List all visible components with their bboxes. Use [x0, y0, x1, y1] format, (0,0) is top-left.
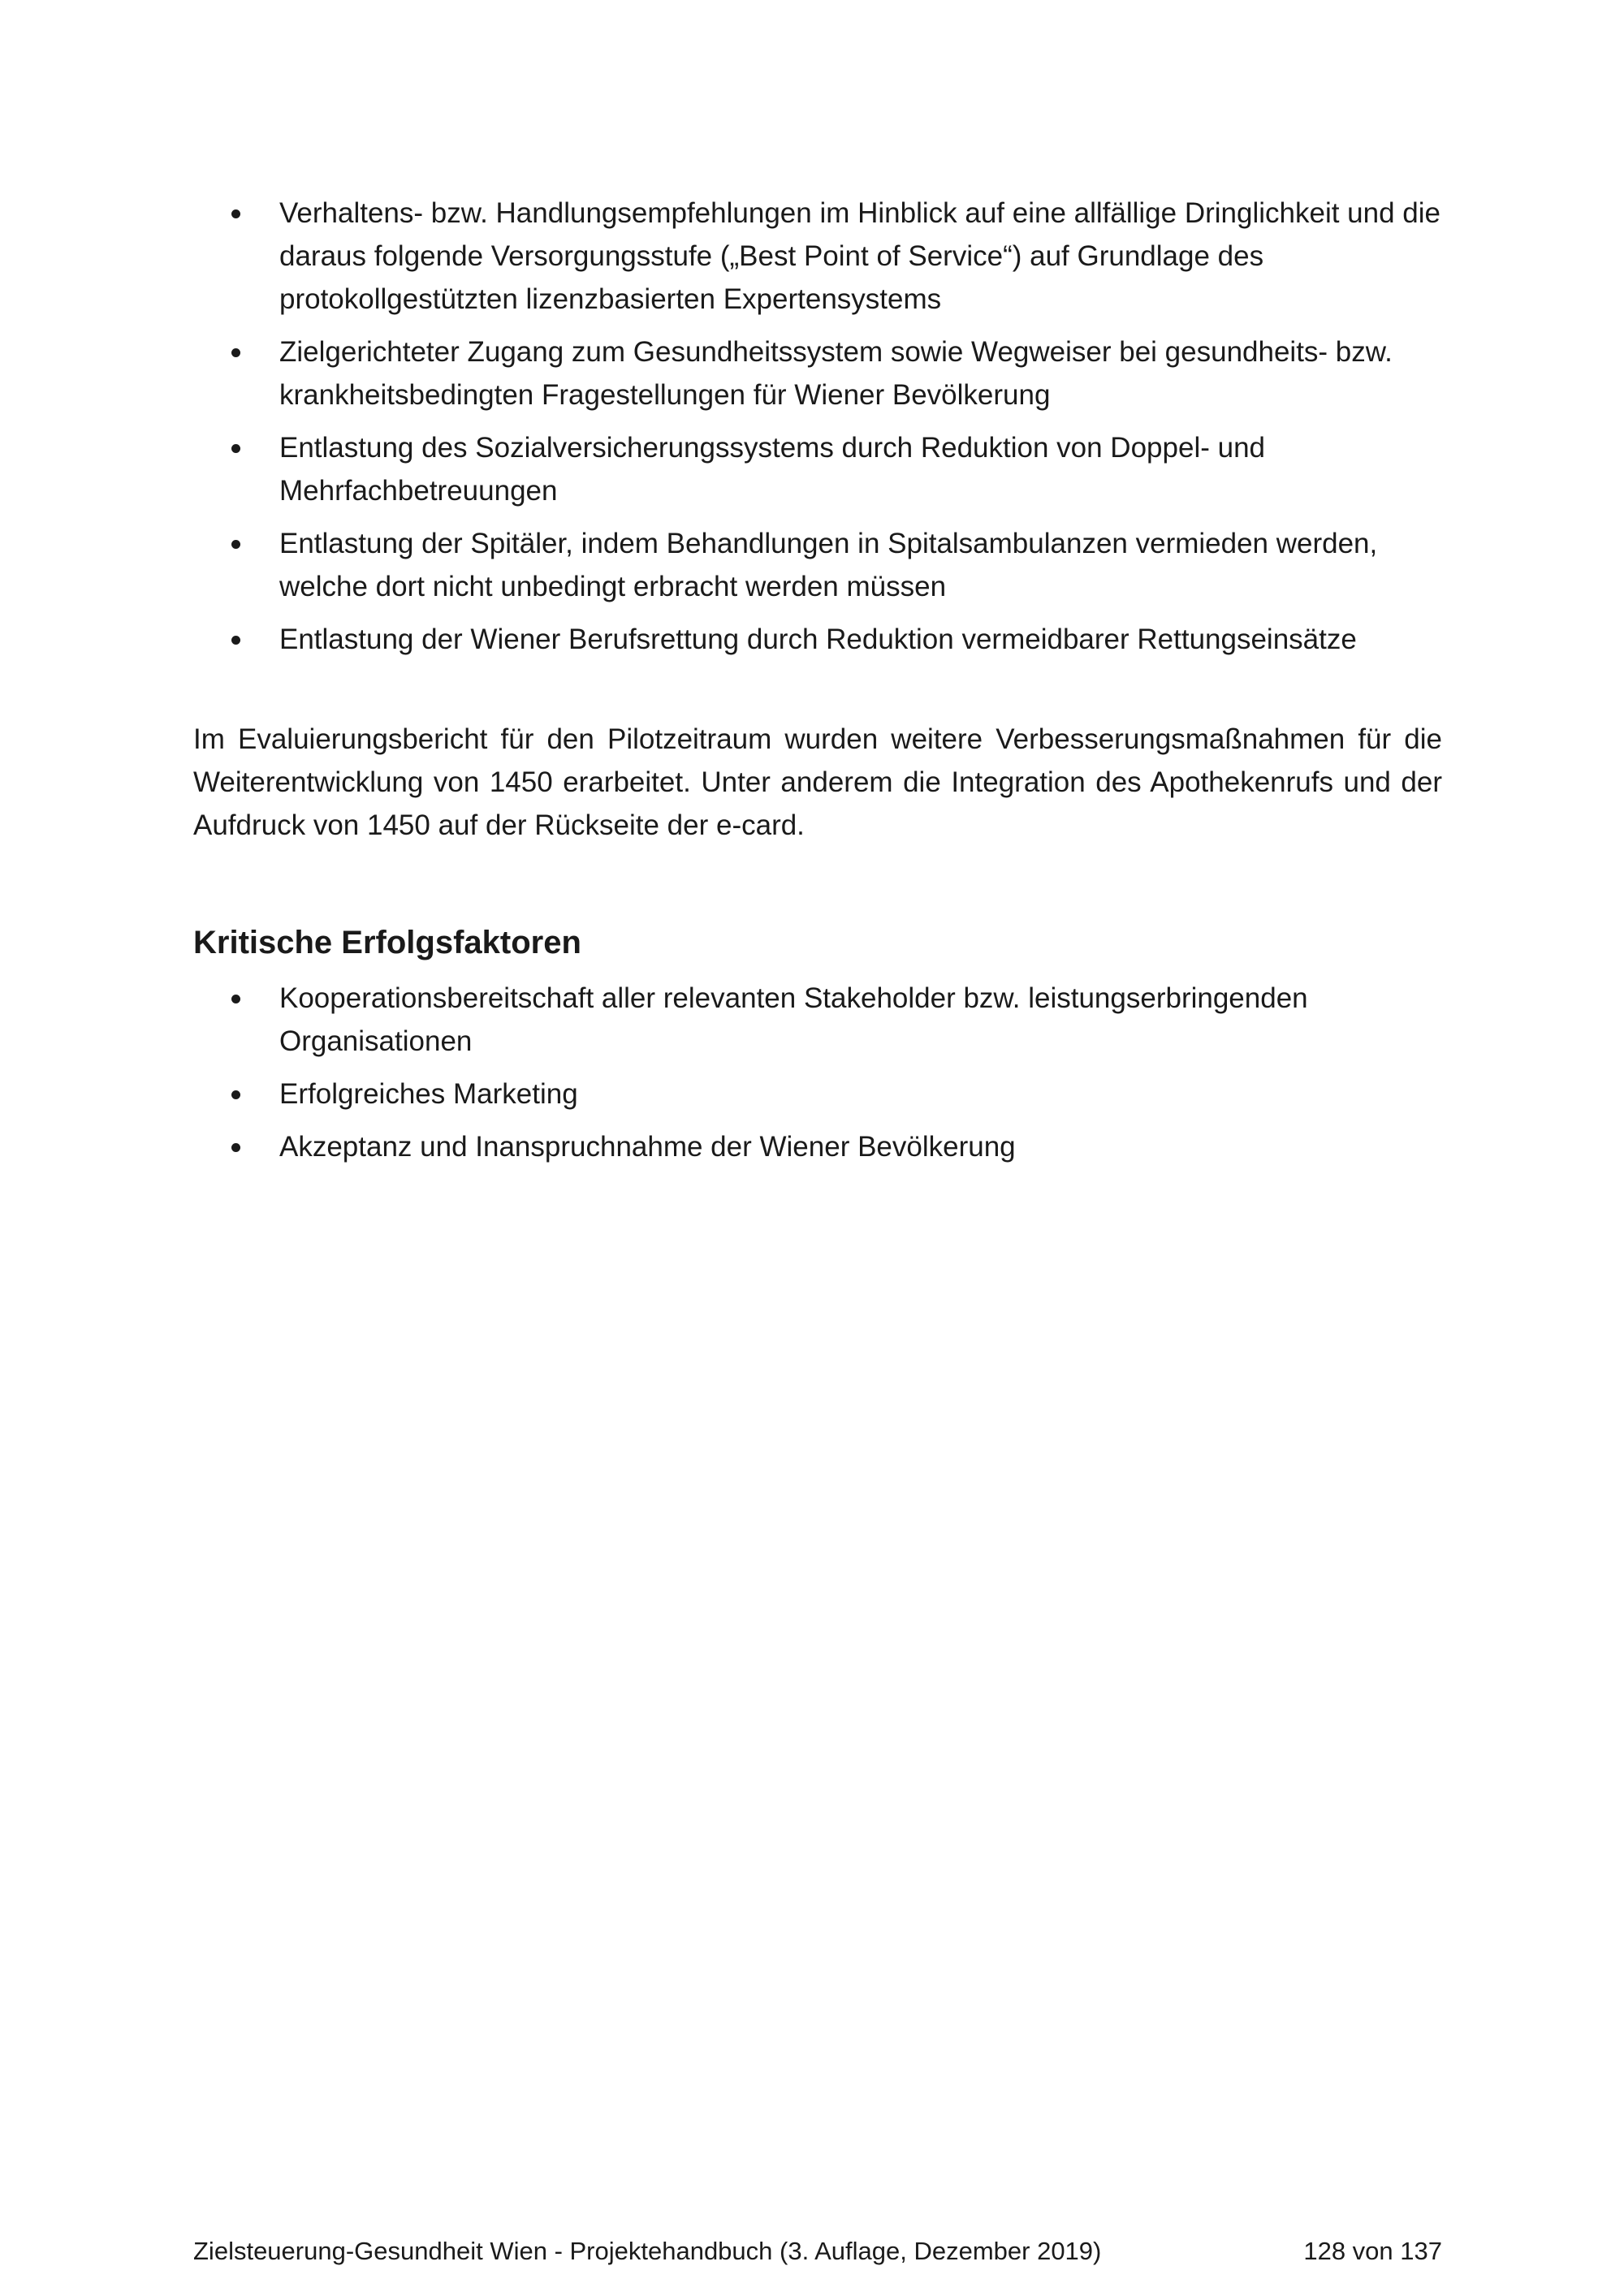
- list-item: [193, 977, 1442, 1063]
- recommendations-list: [193, 192, 1442, 661]
- evaluation-paragraph: Im Evaluierungsbericht für den Pilotzeitraum wurden weitere Verbesserungsmaßnahmen für die Weiterentwicklung von 1450 erarbeitet. Unter anderem die Integration des Apothekenrufs und der Aufdruck von 1450 auf der Rückseite der e-card.: [193, 723, 1442, 841]
- page-footer: [193, 2235, 1442, 2268]
- list-item: [193, 426, 1442, 512]
- list-item: [193, 192, 1442, 321]
- list-item: [193, 330, 1442, 416]
- list-item-text: Kooperationsbereitschaft aller relevanten Stakeholder bzw. leistungserbringenden Organisationen: [279, 982, 1308, 1057]
- bullet-icon: [231, 636, 240, 645]
- list-item: [193, 1072, 1442, 1116]
- bullet-icon: [231, 209, 240, 218]
- footer-title: Zielsteuerung-Gesundheit Wien - Projektehandbuch (3. Auflage, Dezember 2019): [193, 2237, 1102, 2265]
- list-item-text: Akzeptanz und Inanspruchnahme der Wiener Bevölkerung: [279, 1131, 1016, 1163]
- list-item-text: Entlastung der Spitäler, indem Behandlungen in Spitalsambulanzen vermieden werden, welche dort nicht unbedingt erbracht werden müssen: [279, 528, 1378, 602]
- section-heading: Kritische Erfolgsfaktoren: [193, 925, 581, 960]
- bullet-icon: [231, 995, 240, 1003]
- page-number: 128 von 137: [1303, 2237, 1442, 2265]
- page-content: [193, 192, 1442, 1178]
- list-item: [193, 522, 1442, 608]
- success-factors-list: [193, 977, 1442, 1168]
- bullet-icon: [231, 540, 240, 549]
- list-item-text: Zielgerichteter Zugang zum Gesundheitssystem sowie Wegweiser bei gesundheits- bzw. krankheitsbedingten Fragestellungen für Wiener Bevölkerung: [279, 336, 1393, 411]
- bullet-icon: [231, 444, 240, 453]
- bullet-icon: [231, 1143, 240, 1152]
- list-item: [193, 1125, 1442, 1168]
- list-item-text: Erfolgreiches Marketing: [279, 1078, 578, 1110]
- list-item: [193, 618, 1442, 661]
- list-item-text: Verhaltens- bzw. Handlungsempfehlungen im Hinblick auf eine allfällige Dringlichkeit und die daraus folgende Versorgungsstufe („Best Point of Service“) auf Grundlage des protokollgestützten lizenzbasierten Expertensystems: [279, 197, 1440, 315]
- list-item-text: Entlastung des Sozialversicherungssystems durch Reduktion von Doppel- und Mehrfachbetreuungen: [279, 432, 1265, 507]
- bullet-icon: [231, 348, 240, 357]
- list-item-text: Entlastung der Wiener Berufsrettung durch Reduktion vermeidbarer Rettungseinsätze: [279, 624, 1357, 655]
- bullet-icon: [231, 1090, 240, 1099]
